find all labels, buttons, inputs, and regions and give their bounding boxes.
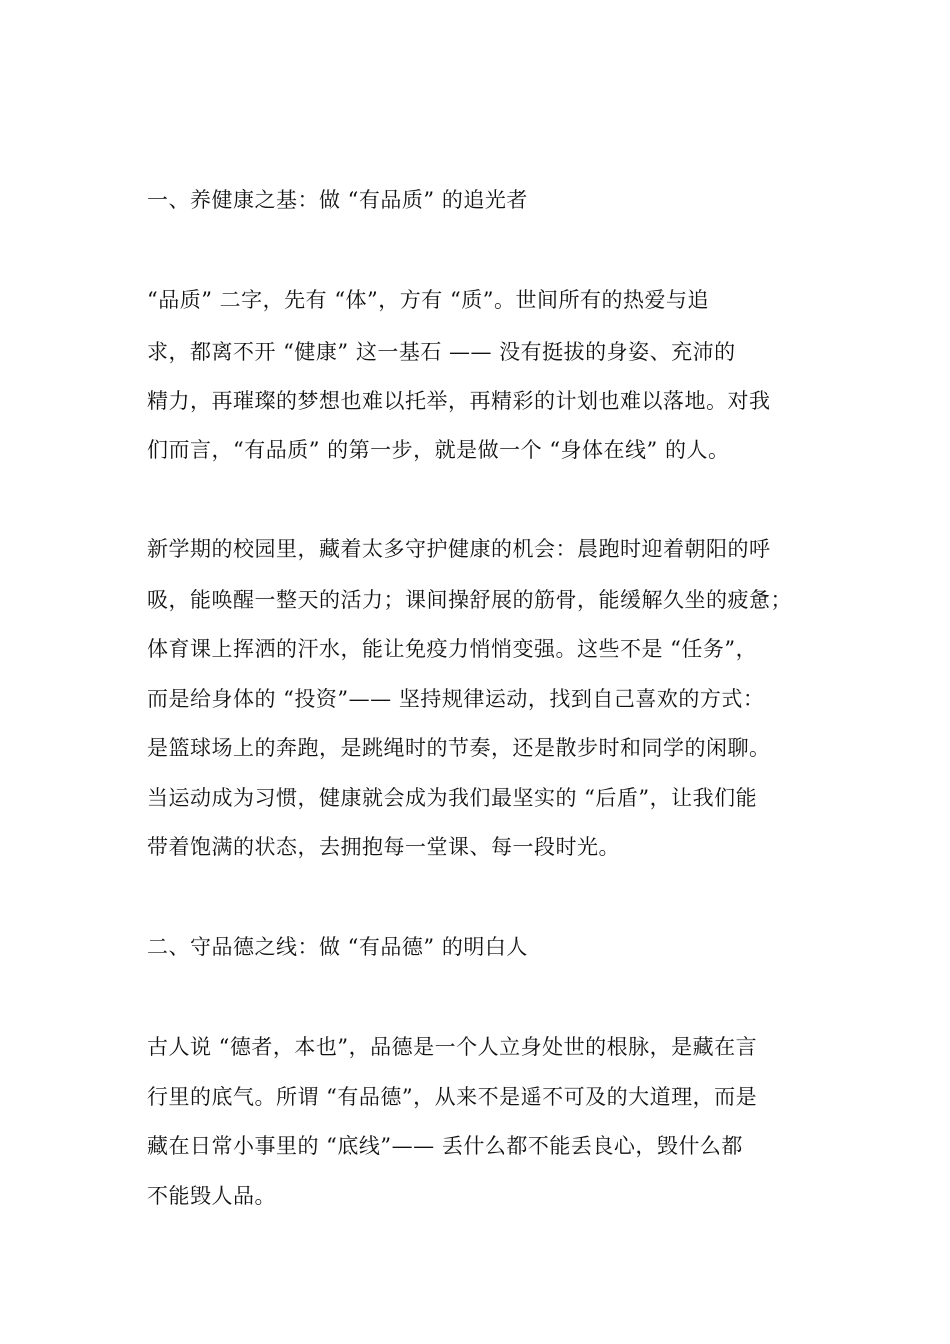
text-line: 行里的底气。所谓 “有品德”，从来不是遥不可及的大道理，而是	[147, 1085, 758, 1109]
text-line: “品质” 二字，先有 “体”，方有 “质”。世间所有的热爱与追	[147, 288, 709, 312]
text-line: 藏在日常小事里的 “底线”—— 丢什么都不能丢良心，毁什么都	[147, 1134, 743, 1158]
text-line: 带着饱满的状态，去拥抱每一堂课、每一段时光。	[147, 835, 620, 859]
text-line: 新学期的校园里，藏着太多守护健康的机会：晨跑时迎着朝阳的呼	[147, 537, 771, 561]
text-line: 吸，能唤醒一整天的活力；课间操舒展的筋骨，能缓解久坐的疲惫；	[147, 588, 792, 612]
text-line: 古人说 “德者，本也”，品德是一个人立身处世的根脉，是藏在言	[147, 1035, 758, 1059]
text-line: 不能毁人品。	[147, 1184, 276, 1208]
text-line: 当运动成为习惯，健康就会成为我们最坚实的 “后盾”，让我们能	[147, 786, 758, 810]
section-1-heading: 一、养健康之基：做 “有品质” 的追光者	[147, 188, 528, 212]
text-line: 是篮球场上的奔跑，是跳绳时的节奏，还是散步时和同学的闲聊。	[147, 736, 771, 760]
text-line: 精力，再璀璨的梦想也难以托举，再精彩的计划也难以落地。对我	[147, 389, 771, 413]
section-2-heading: 二、守品德之线：做 “有品德” 的明白人	[147, 935, 528, 959]
text-line: 体育课上挥洒的汗水，能让免疫力悄悄变强。这些不是 “任务”，	[147, 637, 758, 661]
text-line: 而是给身体的 “投资”—— 坚持规律运动，找到自己喜欢的方式：	[147, 687, 765, 711]
text-line: 求，都离不开 “健康” 这一基石 —— 没有挺拔的身姿、充沛的	[147, 340, 736, 364]
text-line: 们而言，“有品质” 的第一步，就是做一个 “身体在线” 的人。	[147, 438, 730, 462]
